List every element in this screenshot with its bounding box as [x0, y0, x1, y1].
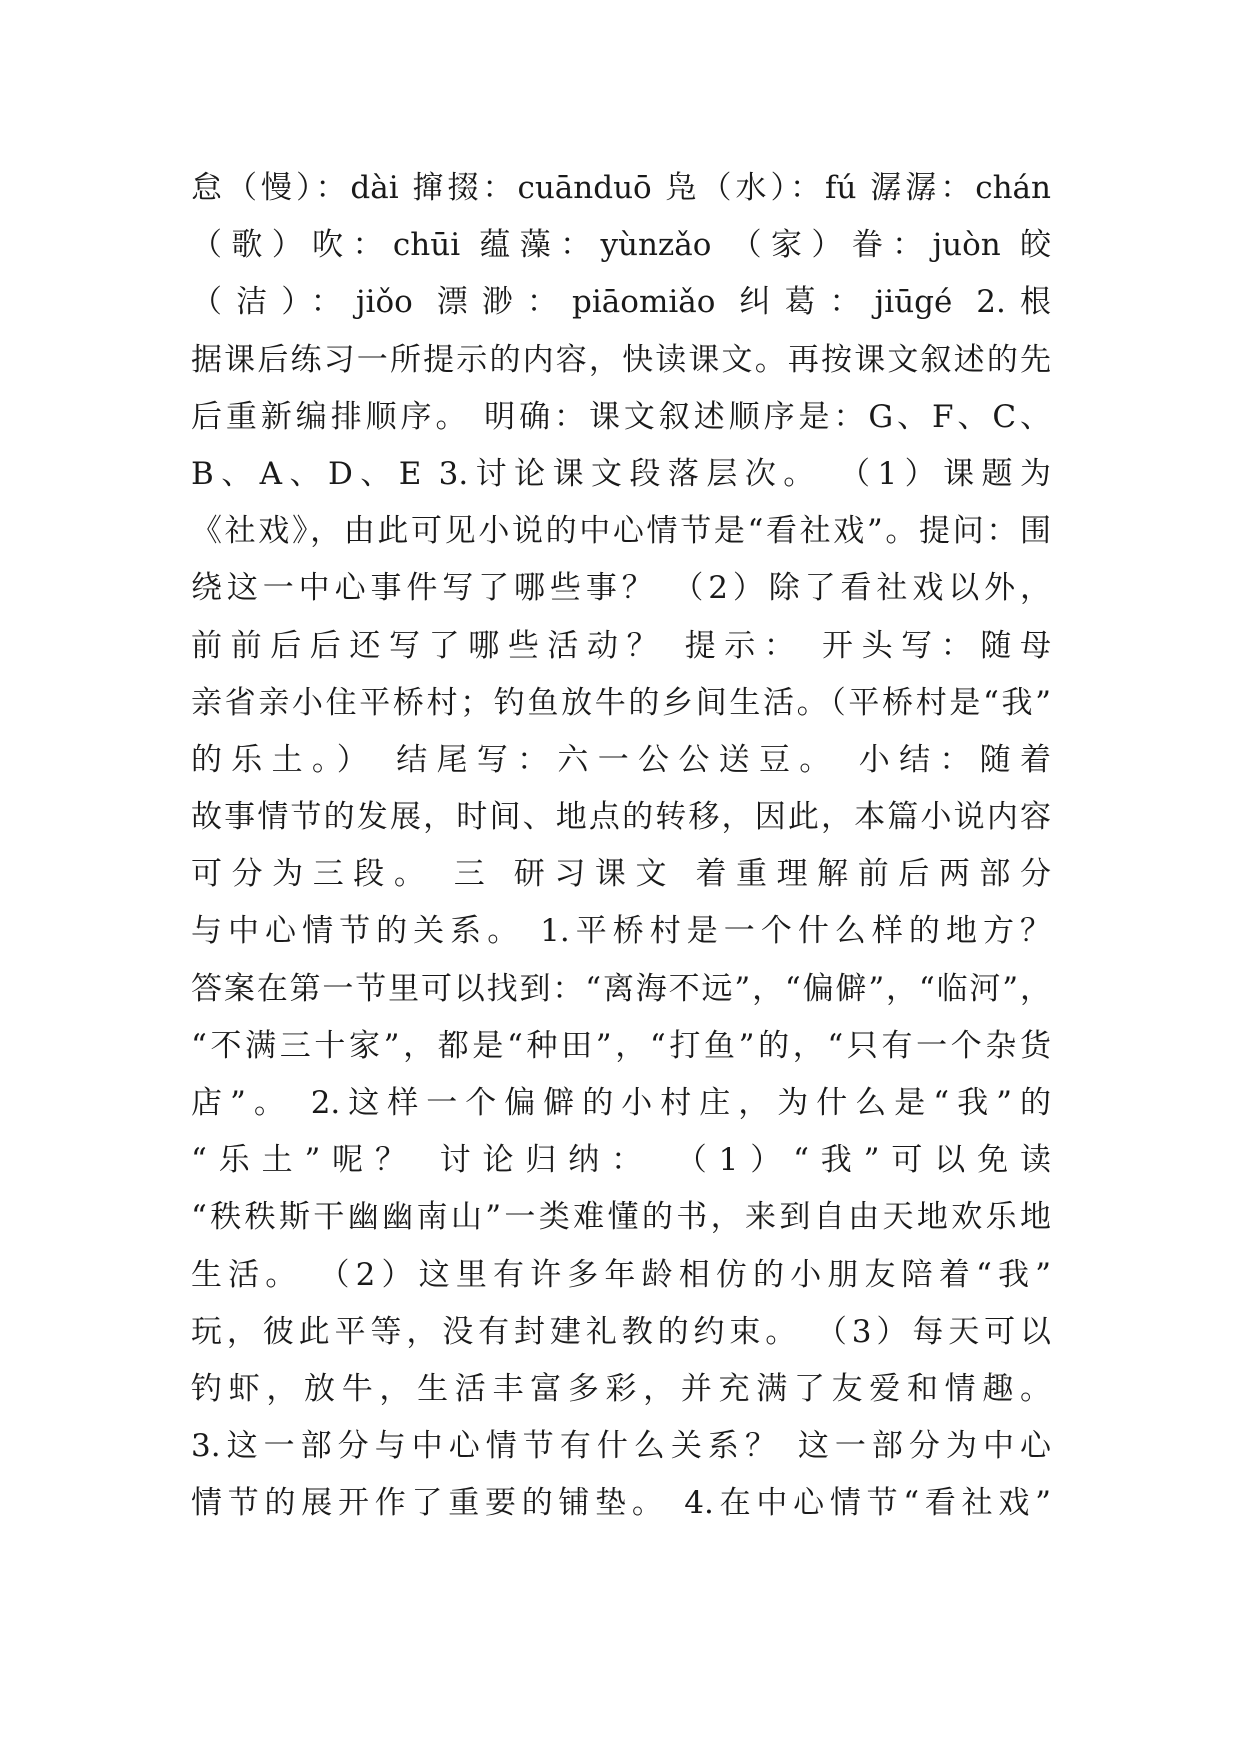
text-line: （歌）吹：chūi 蕴藻：yùnzǎo （家）眷：juòn 皎: [191, 227, 1051, 264]
text-line: “乐土”呢？ 讨论归纳： （1）“我”可以免读: [191, 1142, 1051, 1179]
text-line: 生活。 （2）这里有许多年龄相仿的小朋友陪着“我”: [191, 1256, 1051, 1293]
text-line: 后重新编排顺序。 明确：课文叙述顺序是：G、F、C、: [191, 398, 1051, 435]
text-line: 的乐土。） 结尾写：六一公公送豆。 小结：随着: [191, 741, 1051, 778]
body-text: [191, 160, 1051, 1533]
text-line: 故事情节的发展，时间、地点的转移，因此，本篇小说内容: [191, 799, 1051, 836]
text-line: 怠（慢）：dài 撺掇：cuānduō 凫（水）：fú 潺潺：chán: [191, 170, 1051, 206]
text-line: 据课后练习一所提示的内容，快读课文。再按课文叙述的先: [191, 341, 1051, 378]
text-line: 《社戏》，由此可见小说的中心情节是“看社戏”。提问：围: [191, 513, 1051, 550]
text-line: “秩秩斯干幽幽南山”一类难懂的书，来到自由天地欢乐地: [191, 1199, 1051, 1236]
text-line: 答案在第一节里可以找到：“离海不远”，“偏僻”，“临河”，: [191, 970, 1051, 1007]
text-line: 店”。 2.这样一个偏僻的小村庄，为什么是“我”的: [191, 1085, 1051, 1121]
text-line: 前前后后还写了哪些活动？ 提示： 开头写：随母: [191, 627, 1051, 664]
text-line: “不满三十家”，都是“种田”，“打鱼”的，“只有一个杂货: [191, 1027, 1051, 1064]
text-line: 玩，彼此平等，没有封建礼教的约束。 （3）每天可以: [191, 1313, 1051, 1350]
text-line: 绕这一中心事件写了哪些事？ （2）除了看社戏以外，: [191, 570, 1051, 607]
text-line: 3.这一部分与中心情节有什么关系？ 这一部分为中心: [191, 1428, 1051, 1465]
text-line: 情节的展开作了重要的铺垫。 4.在中心情节“看社戏”: [191, 1485, 1051, 1522]
text-line: 可分为三段。 三 研习课文 着重理解前后两部分: [191, 856, 1051, 893]
text-line: 亲省亲小住平桥村；钓鱼放牛的乡间生活。（平桥村是“我”: [191, 684, 1051, 721]
text-line: 与中心情节的关系。 1.平桥村是一个什么样的地方？: [191, 913, 1051, 950]
text-line: （洁）：jiǒo 漂渺：piāomiǎo 纠葛：jiūgé 2.根: [191, 284, 1051, 321]
text-line: B、A、D、E 3.讨论课文段落层次。 （1）课题为: [191, 455, 1051, 492]
text-line: 钓虾，放牛，生活丰富多彩，并充满了友爱和情趣。: [191, 1370, 1051, 1407]
